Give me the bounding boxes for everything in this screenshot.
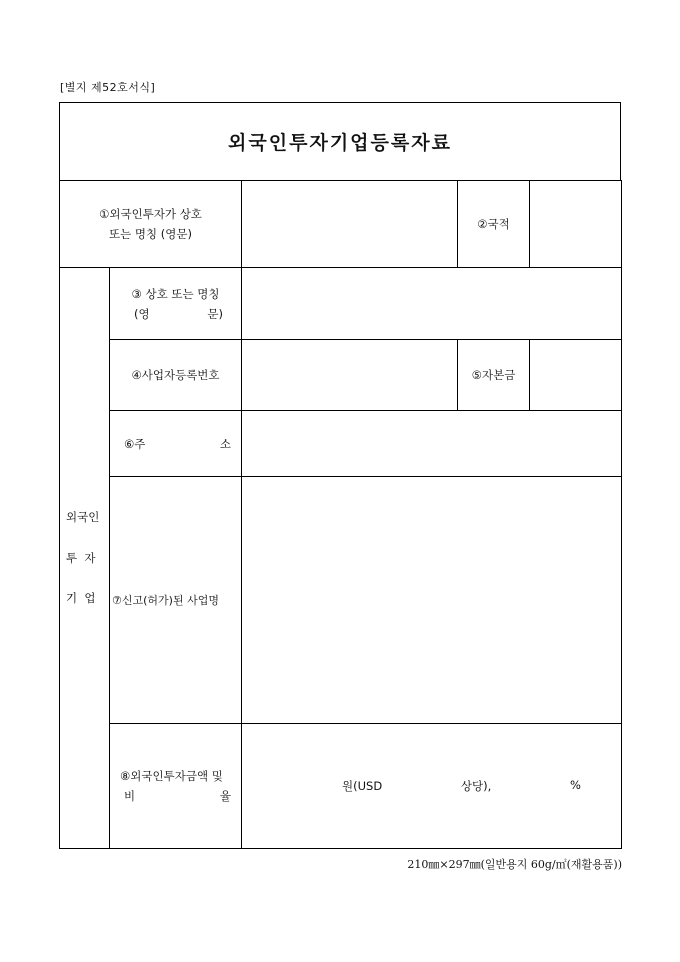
row-business-name bbox=[60, 477, 622, 724]
form-number-label: [별지 제52호서식] bbox=[60, 81, 156, 94]
row-address bbox=[60, 411, 622, 477]
company-name-close: 문) bbox=[207, 306, 223, 321]
side-label-line1: 외국인 bbox=[66, 510, 100, 525]
amount-won-usd: 원(USD bbox=[342, 779, 383, 793]
side-label-foreign-invested-company bbox=[60, 268, 110, 849]
label-company-name bbox=[110, 268, 242, 340]
company-name-line1: ③ 상호 또는 명칭 bbox=[131, 286, 220, 301]
investment-field[interactable] bbox=[242, 724, 622, 849]
label-capital: ⑤자본금 bbox=[458, 340, 530, 411]
capital-field[interactable] bbox=[530, 340, 622, 411]
row-business-reg bbox=[60, 340, 622, 411]
label-business-reg-no: ④사업자등록번호 bbox=[110, 340, 242, 411]
address-left: ⑥주 bbox=[124, 436, 146, 451]
investment-yul: 율 bbox=[219, 789, 231, 803]
investment-line1: ⑧외국인투자금액 및 bbox=[120, 769, 223, 783]
business-name-field[interactable] bbox=[242, 477, 622, 724]
investment-bi: 비 bbox=[124, 789, 136, 803]
row-investor-name bbox=[60, 181, 622, 268]
label-address bbox=[110, 411, 242, 477]
side-label-line2: 투 자 bbox=[66, 550, 96, 565]
address-field[interactable] bbox=[242, 411, 622, 477]
company-name-open: (영 bbox=[134, 306, 150, 321]
row-company-name bbox=[60, 268, 622, 340]
label-business-name: ⑦신고(허가)된 사업명 bbox=[110, 477, 242, 724]
investor-name-field[interactable] bbox=[242, 181, 458, 268]
business-reg-no-field[interactable] bbox=[242, 340, 458, 411]
form-title: 외국인투자기업등록자료 bbox=[228, 132, 452, 154]
address-right: 소 bbox=[219, 436, 231, 451]
title-box bbox=[59, 102, 621, 180]
amount-equivalent: 상당), bbox=[460, 779, 492, 793]
label-investor-name bbox=[60, 181, 242, 268]
registration-form-table bbox=[59, 180, 622, 849]
company-name-field[interactable] bbox=[242, 268, 622, 340]
investor-name-line2: 또는 명칭 (영문) bbox=[109, 227, 192, 241]
investor-name-line1: ①외국인투자가 상호 bbox=[99, 207, 202, 221]
side-label-line3: 기 업 bbox=[66, 591, 96, 606]
nationality-field[interactable] bbox=[530, 181, 622, 268]
label-investment bbox=[110, 724, 242, 849]
label-nationality: ②국적 bbox=[458, 181, 530, 268]
row-investment bbox=[60, 724, 622, 849]
paper-spec-footer: 210㎜×297㎜(일반용지 60g/㎡(재활용품)) bbox=[407, 858, 622, 871]
amount-percent: % bbox=[570, 778, 581, 792]
